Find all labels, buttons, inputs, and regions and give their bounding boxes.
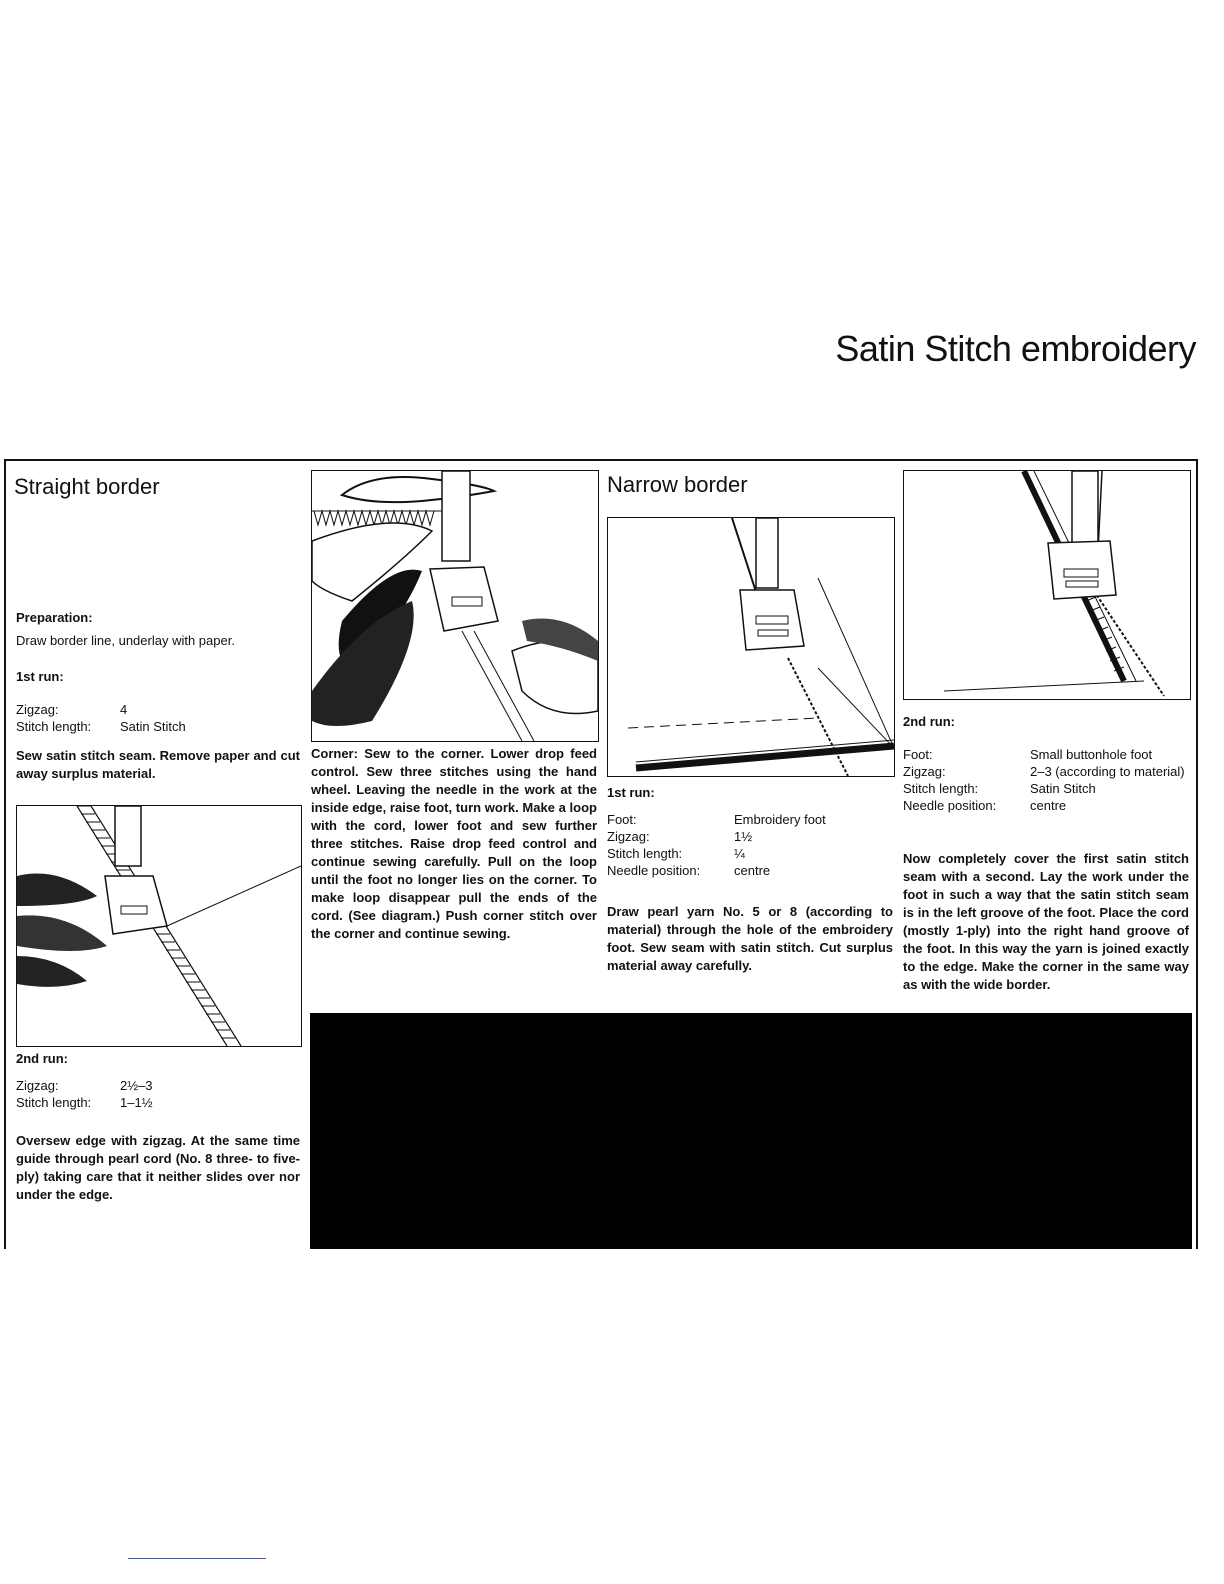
spec-row: [16, 718, 186, 735]
spec-key: Stitch length:: [607, 846, 683, 861]
spec-value: Embroidery foot: [734, 812, 826, 827]
spec-value: 2–3 (according to material): [1030, 764, 1185, 779]
straight-run2-specs: [16, 1077, 153, 1111]
spec-key: Zigzag:: [903, 764, 946, 779]
spec-value: 1–1½: [120, 1095, 153, 1110]
preparation-text: Draw border line, underlay with paper.: [16, 633, 235, 648]
frame-left-rule: [4, 459, 6, 1249]
spec-value: Satin Stitch: [1030, 781, 1096, 796]
spec-key: Zigzag:: [607, 829, 650, 844]
spec-value: ¼: [734, 846, 745, 861]
narrow-run1-specs: [607, 811, 826, 879]
spec-value: Small buttonhole foot: [1030, 747, 1153, 762]
spec-key: Zigzag:: [16, 1078, 59, 1093]
spec-key: Foot:: [607, 812, 637, 827]
narrow-run1-text: Draw pearl yarn No. 5 or 8 (according to material) through the hole of the embroidery foot. Sew seam with satin stitch. Cut surplus material away carefully.: [607, 904, 893, 973]
straight-run1-label: 1st run:: [16, 669, 64, 684]
spec-value: 4: [120, 702, 128, 717]
spec-row: [607, 845, 826, 862]
spec-value: centre: [1030, 798, 1067, 813]
preparation-label: Preparation:: [16, 610, 93, 625]
frame-right-rule: [1196, 459, 1198, 1249]
spec-key: Stitch length:: [16, 1095, 92, 1110]
spec-key: Zigzag:: [16, 702, 59, 717]
spec-value: 1½: [734, 829, 753, 844]
straight-run1-text: Sew satin stitch seam. Remove paper and cut away surplus material.: [16, 748, 300, 781]
spec-row: [16, 1094, 153, 1111]
spec-value: Satin Stitch: [120, 719, 186, 734]
footer-rule: [128, 1558, 266, 1559]
corner-label: Corner:: [311, 746, 358, 761]
spec-key: Needle position:: [903, 798, 997, 813]
spec-value: centre: [734, 863, 771, 878]
spec-key: Needle position:: [607, 863, 701, 878]
spec-row: [607, 811, 826, 828]
buttonhole-run2-text: Now completely cover the first satin stitch seam with a second. Lay the work under the foot in such a way that the satin stitch seam is in the left groove of the foot. Place the cord (mostly 1-ply) into the right hand groove of the foot. In this way the yarn is joined exactly to the edge. Make the corner in the same way as with the wide border.: [903, 851, 1189, 992]
narrow-border-title: Narrow border: [607, 472, 748, 497]
page-title: Satin Stitch embroidery: [835, 328, 1196, 369]
spec-row: [903, 780, 1190, 797]
spec-row: [607, 828, 826, 845]
buttonhole-run2-label: 2nd run:: [903, 714, 955, 729]
straight-border-title: Straight border: [14, 474, 160, 499]
spec-row: [903, 746, 1190, 763]
straight-border-illustration: [16, 805, 302, 1047]
straight-run1-specs: [16, 701, 186, 735]
black-image-panel: [310, 1013, 1192, 1249]
corner-text-block: [311, 745, 597, 943]
spec-row: [903, 763, 1190, 780]
spec-row: [16, 701, 186, 718]
buttonhole-foot-illustration: [903, 470, 1191, 700]
straight-run2-label: 2nd run:: [16, 1051, 68, 1066]
spec-key: Foot:: [903, 747, 933, 762]
spec-key: Stitch length:: [16, 719, 92, 734]
narrow-border-illustration: [607, 517, 895, 777]
spec-key: Stitch length:: [903, 781, 979, 796]
frame-top-rule: [4, 459, 1198, 461]
buttonhole-run2-specs: [903, 746, 1190, 814]
spec-row: [903, 797, 1190, 814]
corner-text: Sew to the corner. Lower drop feed control. Sew three stitches using the hand wheel. Leaving the needle in the work at the inside edge, raise foot, turn work. Make a loop with the cord, lower foot and sew further three stitches. Raise drop feed control and continue sewing carefully. Pull on the loop until the foot no longer lies on the corner. To make loop disappear pull the ends of the cord. (See diagram.) Push corner stitch over the corner and continue sewing.: [311, 746, 597, 941]
spec-value: 2½–3: [120, 1078, 153, 1093]
spec-row: [16, 1077, 153, 1094]
spec-row: [607, 862, 826, 879]
straight-run2-text: Oversew edge with zigzag. At the same time guide through pearl cord (No. 8 three- to five-ply) taking care that it neither slides over nor under the edge.: [16, 1133, 300, 1202]
corner-illustration: [311, 470, 599, 742]
narrow-run1-label: 1st run:: [607, 785, 655, 800]
